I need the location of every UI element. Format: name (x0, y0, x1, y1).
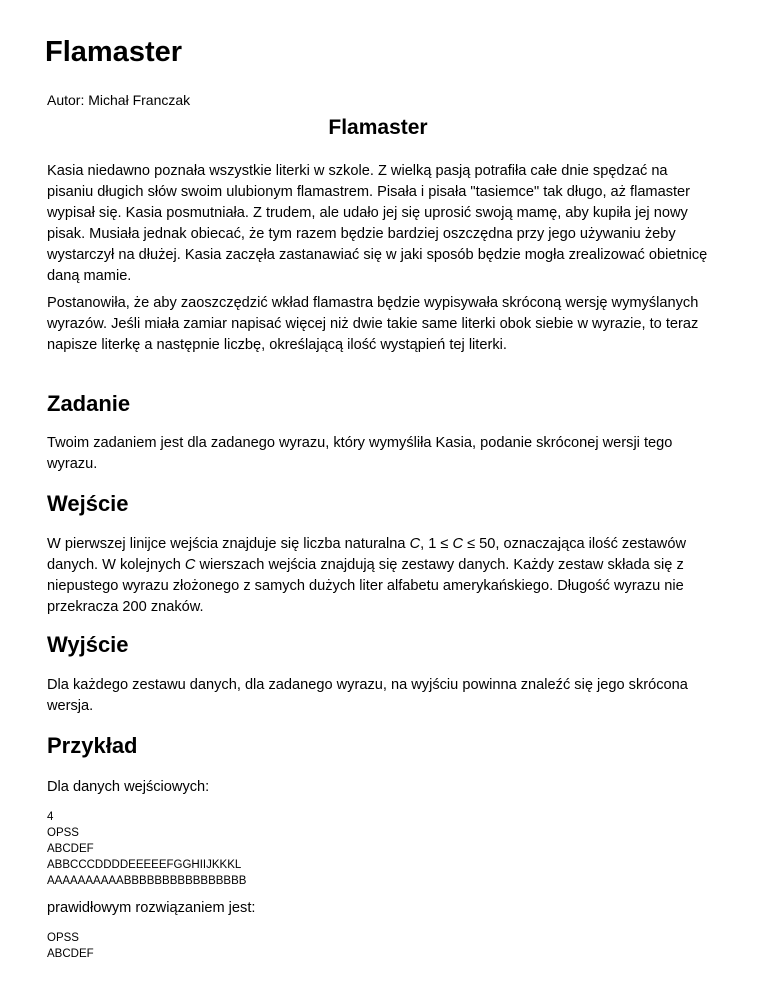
intro-paragraph-2: Postanowiła, że aby zaoszczędzić wkład flamastra będzie wypisywała skróconą wersję wymyślanych wyrazów. Jeśli miała zamiar napisać więcej niż dwie takie same literki obok siebie w wyrazie, to teraz napisze literkę a następnie liczbę, określającą ilość wystąpień tej literki. (47, 295, 699, 353)
output-heading: Wyjście (47, 632, 129, 657)
input-text-part-4: wierszach wejścia znajdują się zestawy danych. Każdy zestaw składa się z niepustego wyrazu złożonego z samych dużych liter alfabetu amerykańskiego. Długość wyrazu nie przekracza 200 znaków. (47, 557, 684, 615)
input-text (47, 534, 717, 618)
variable-c: C (184, 557, 196, 573)
page-title: Flamaster (45, 36, 183, 68)
intro-paragraph-1: Kasia niedawno poznała wszystkie literki w szkole. Z wielką pasją potrafiła całe dnie spędzać na pisaniu długich słów swoim ulubionym flamastrem. Pisała i pisała "tasiemce" tak długo, aż flamaster wypisał się. Kasia posmutniała. Z trudem, ale udało jej się uprosić swoją mamę, aby kupiła jej nowy pisak. Musiała jednak obiecać, że tym razem będzie bardziej oszczędna przy jego używaniu żeby wystarczył na dłużej. Kasia zaczęła zastanawiać się w jaki sposób będzie mogła zrealizować obietnicę daną mamie. (47, 163, 708, 284)
example-input-label: Dla danych wejściowych: (47, 779, 210, 795)
example-input-line: AAAAAAAAAABBBBBBBBBBBBBBBB (47, 875, 247, 887)
example-heading: Przykład (47, 733, 138, 758)
example-input-block (47, 809, 246, 889)
input-text-part-2: , 1 ≤ (420, 536, 453, 552)
example-output-label: prawidłowym rozwiązaniem jest: (47, 900, 256, 916)
output-text: Dla każdego zestawu danych, dla zadanego wyrazu, na wyjściu powinna znaleźć się jego skrócona wersja. (47, 677, 688, 714)
input-text-part-3: ≤ 50, oznaczająca ilość zestawów danych. W kolejnych (47, 536, 686, 573)
author-line: Autor: Michał Franczak (47, 92, 191, 108)
example-input-line: ABBCCCDDDDEEEEEFGGHIIJKKKL (47, 859, 242, 871)
example-output-line: OPSS (47, 932, 79, 944)
problem-title: Flamaster (328, 116, 428, 139)
task-text: Twoim zadaniem jest dla zadanego wyrazu, który wymyśliła Kasia, podanie skróconej wersji tego wyrazu. (47, 435, 673, 472)
input-heading: Wejście (47, 491, 129, 516)
example-input-line: 4 (47, 811, 54, 823)
example-input-line: OPSS (47, 827, 79, 839)
task-heading: Zadanie (47, 391, 131, 416)
variable-c: C (452, 536, 464, 552)
example-output-block (47, 930, 94, 962)
example-input-line: ABCDEF (47, 843, 94, 855)
example-output-line: ABCDEF (47, 948, 94, 960)
variable-c: C (409, 536, 421, 552)
input-text-part-1: W pierwszej linijce wejścia znajduje się liczba naturalna (47, 536, 410, 552)
